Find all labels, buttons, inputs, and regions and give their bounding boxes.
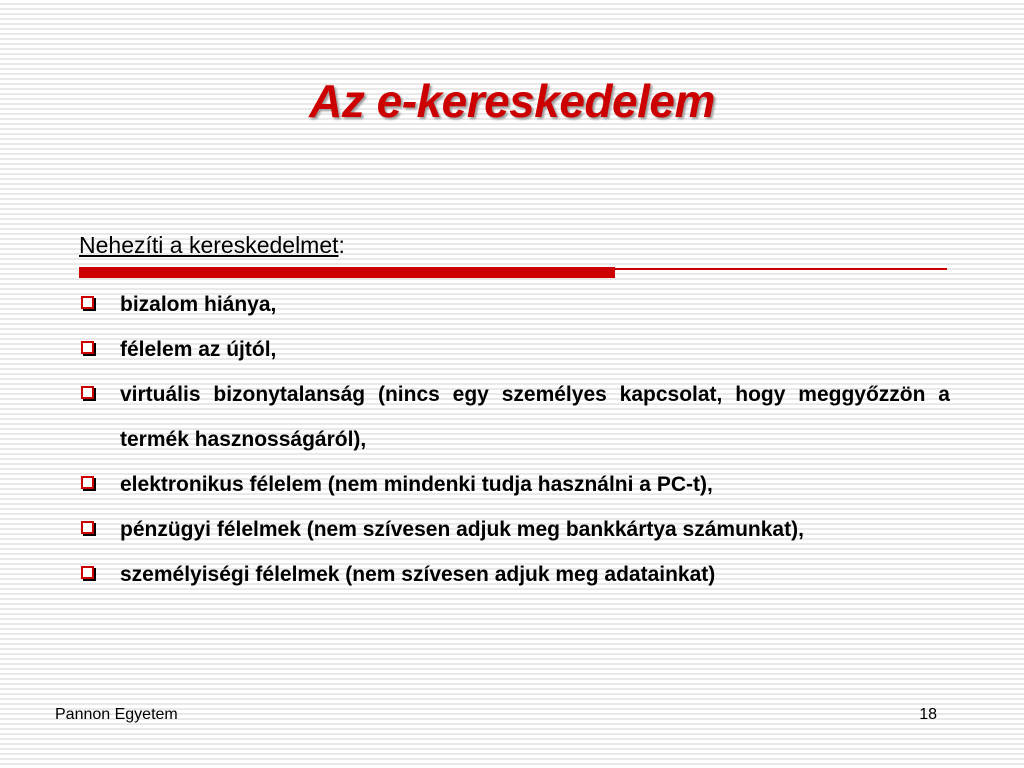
list-item [79, 372, 950, 462]
square-bullet-icon [81, 341, 94, 354]
list-item [79, 552, 950, 597]
square-bullet-icon [81, 296, 94, 309]
square-bullet-icon [81, 386, 94, 399]
list-item-text: elektronikus félelem (nem mindenki tudja használni a PC-t), [120, 473, 713, 496]
section-heading-colon: : [338, 232, 345, 258]
square-bullet-icon [81, 476, 94, 489]
heading-divider-thick [79, 267, 615, 278]
list-item-text: virtuális bizonytalanság (nincs egy személyes kapcsolat, hogy meggyőzzön a termék hasznosságáról), [120, 383, 950, 451]
list-item [79, 282, 950, 327]
list-item-text: félelem az újtól, [120, 338, 277, 361]
footer-organization: Pannon Egyetem [55, 706, 178, 723]
list-item [79, 462, 950, 507]
list-item-text: személyiségi félelmek (nem szívesen adjuk meg adatainkat) [120, 563, 716, 586]
list-item [79, 327, 950, 372]
section-heading [79, 232, 345, 259]
list-item-text: pénzügyi félelmek (nem szívesen adjuk meg bankkártya számunkat), [120, 518, 804, 541]
square-bullet-icon [81, 521, 94, 534]
section-heading-text: Nehezíti a kereskedelmet [79, 232, 339, 258]
square-bullet-icon [81, 566, 94, 579]
bullet-list [79, 282, 950, 597]
list-item [79, 507, 950, 552]
slide-title: Az e-kereskedelem [309, 75, 715, 127]
heading-divider-thin [615, 268, 947, 270]
list-item-text: bizalom hiánya, [120, 293, 277, 316]
page-number: 18 [919, 706, 937, 723]
